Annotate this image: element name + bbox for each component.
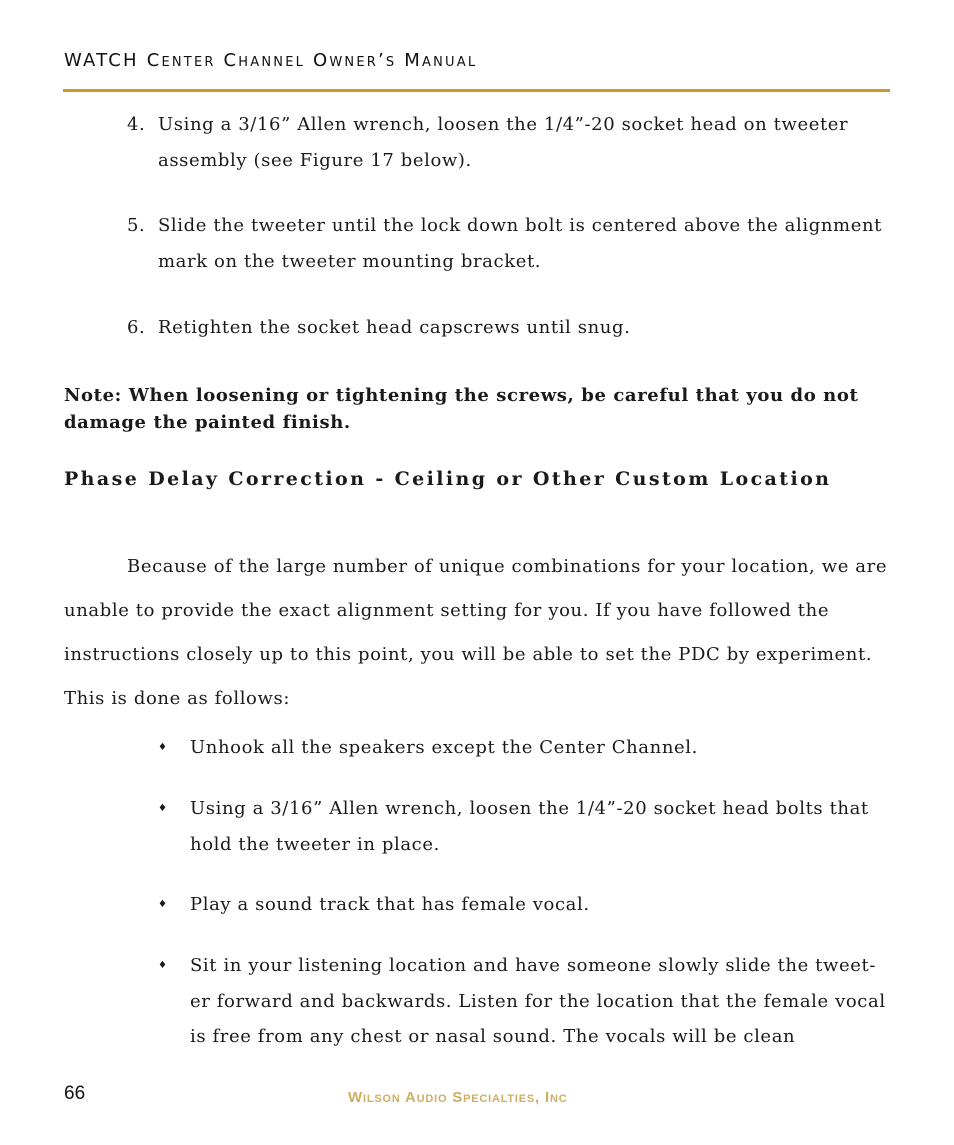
bullet-text: Sit in your listening location and have someone slowly slide the tweet-er forward and backwards. Listen for the location that the female vocal is free from any chest or nasal sound. The vocals will be clean (190, 955, 886, 1047)
step-item (127, 107, 897, 179)
step-text: Retighten the socket head capscrews until snug. (158, 317, 631, 338)
step-number: 4. (127, 114, 146, 135)
caution-note: Note: When loosening or tightening the screws, be careful that you do not damage the painted finish. (64, 385, 859, 433)
bullet-text: Unhook all the speakers except the Center Channel. (190, 737, 698, 758)
bullet-item (158, 791, 893, 862)
running-header: WATCH Center Channel Owner’s Manual (64, 50, 478, 71)
step-number: 5. (127, 215, 146, 236)
step-text: Slide the tweeter until the lock down bolt is centered above the alignment mark on the tweeter mounting bracket. (158, 215, 882, 272)
body-paragraph: Because of the large number of unique combinations for your location, we are unable to provide the exact alignment setting for you. If you have followed the instructions closely up to this point, you will be able to set the PDC by experiment. This is done as follows: (64, 556, 888, 709)
bullet-item (158, 948, 893, 1055)
diamond-bullet-icon: ♦ (158, 803, 168, 814)
step-number: 6. (127, 317, 146, 338)
section-heading: Phase Delay Correction - Ceiling or Other Custom Location (64, 468, 832, 490)
step-text: Using a 3/16” Allen wrench, loosen the 1/4”-20 socket head on tweeter assembly (see Figure 17 below). (158, 114, 849, 171)
diamond-bullet-icon: ♦ (158, 742, 168, 753)
bullet-text: Using a 3/16” Allen wrench, loosen the 1/4”-20 socket head bolts that hold the tweeter in place. (190, 798, 869, 855)
header-rule (63, 89, 890, 92)
diamond-bullet-icon: ♦ (158, 899, 168, 910)
page-number: 66 (64, 1083, 86, 1104)
bullet-text: Play a sound track that has female vocal. (190, 894, 590, 915)
step-item (127, 208, 897, 280)
step-item (127, 310, 897, 346)
diamond-bullet-icon: ♦ (158, 960, 168, 971)
bullet-item (158, 887, 893, 923)
bullet-item (158, 730, 893, 766)
company-logo: Wilson Audio Specialties, Inc (348, 1089, 568, 1106)
